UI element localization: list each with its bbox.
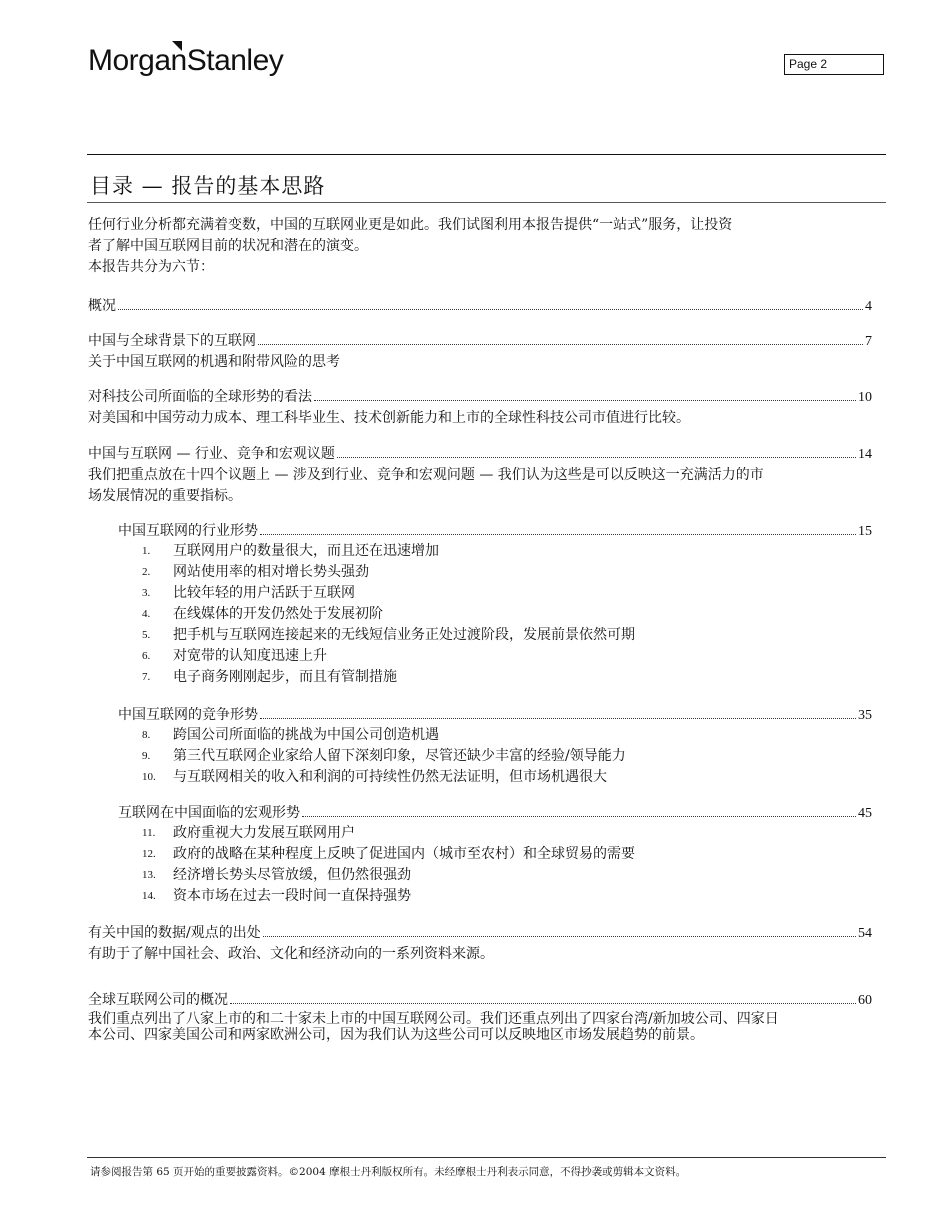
page-number-box: Page 2: [784, 54, 884, 75]
morgan-stanley-logo: MorganStanley: [88, 44, 284, 77]
list-item: 11. 政府重视大力发展互联网用户: [142, 825, 355, 841]
toc-entry-description: 有助于了解中国社会、政治、文化和经济动向的一系列资料来源。: [88, 946, 494, 962]
toc-subsection: [118, 521, 872, 542]
footer-divider: [87, 1157, 886, 1158]
page-title: 目录 — 报告的基本思路: [90, 174, 326, 198]
toc-page-number: 60: [858, 993, 872, 1008]
toc-page-number: 35: [858, 708, 872, 723]
toc-entry-title: 概况: [88, 298, 116, 314]
toc-entry[interactable]: [88, 296, 872, 317]
list-item: 6. 对宽带的认知度迅速上升: [142, 648, 327, 664]
toc-entry[interactable]: [88, 923, 872, 944]
dot-leader: [260, 534, 856, 535]
toc-entry-title: 有关中国的数据/观点的出处: [88, 925, 261, 941]
list-item: 13. 经济增长势头尽管放缓，但仍然很强劲: [142, 867, 411, 883]
dot-leader: [314, 400, 856, 401]
list-item: 5. 把手机与互联网连接起来的无线短信业务正处过渡阶段，发展前景依然可期: [142, 627, 635, 643]
toc-entry-title: 中国与全球背景下的互联网: [88, 333, 256, 349]
toc-page-number: 14: [858, 447, 872, 462]
list-item: 10. 与互联网相关的收入和利润的可持续性仍然无法证明，但市场机遇很大: [142, 769, 607, 785]
dot-leader: [260, 718, 856, 719]
toc-page-number: 7: [865, 334, 872, 349]
list-item: 14. 资本市场在过去一段时间一直保持强势: [142, 888, 411, 904]
toc-section: [88, 990, 872, 1043]
list-item: 3. 比较年轻的用户活跃于互联网: [142, 585, 355, 601]
toc-subentry-title: 互联网在中国面临的宏观形势: [118, 805, 300, 821]
toc-entry-description: 关于中国互联网的机遇和附带风险的思考: [88, 354, 340, 370]
toc-entry[interactable]: [88, 387, 872, 408]
logo-mark-icon: [172, 41, 182, 51]
list-item: 2. 网站使用率的相对增长势头强劲: [142, 564, 369, 580]
toc-entry[interactable]: [88, 990, 872, 1011]
toc-section: [88, 444, 872, 507]
toc-entry-description: 对美国和中国劳动力成本、理工科毕业生、技术创新能力和上市的全球性科技公司市值进行比较。: [88, 410, 690, 426]
toc-page-number: 45: [858, 806, 872, 821]
list-item: 8. 跨国公司所面临的挑战为中国公司创造机遇: [142, 727, 439, 743]
dot-leader: [302, 816, 856, 817]
toc-section: [88, 923, 872, 965]
toc-subentry[interactable]: [118, 521, 872, 542]
intro-line: 任何行业分析都充满着变数，中国的互联网业更是如此。我们试图利用本报告提供“一站式”服务，让投资: [88, 217, 733, 233]
intro-line: 者了解中国互联网目前的状况和潜在的演变。: [88, 238, 368, 254]
dot-leader: [263, 936, 856, 937]
numbered-list: [140, 725, 626, 788]
toc-entry-description: 我们重点列出了八家上市的和二十家未上市的中国互联网公司。我们还重点列出了四家台湾/新加坡公司、四家日: [88, 1011, 779, 1027]
toc-entry[interactable]: [88, 444, 872, 465]
numbered-list: [140, 823, 635, 907]
toc-entry-description: 场发展情况的重要指标。: [88, 488, 242, 504]
toc-subentry[interactable]: [118, 705, 872, 726]
list-item: 4. 在线媒体的开发仍然处于发展初阶: [142, 606, 383, 622]
toc-page-number: 15: [858, 524, 872, 539]
dot-leader: [230, 1003, 856, 1004]
list-item: 1. 互联网用户的数量很大，而且还在迅速增加: [142, 543, 439, 559]
toc-page-number: 4: [865, 299, 872, 314]
header-divider: [87, 154, 886, 155]
list-item: 9. 第三代互联网企业家给人留下深刻印象，尽管还缺少丰富的经验/领导能力: [142, 748, 626, 764]
toc-subsection: [118, 803, 872, 824]
title-divider: [87, 202, 886, 203]
dot-leader: [337, 457, 856, 458]
intro-line: 本报告共分为六节：: [88, 259, 214, 275]
intro-paragraph: [88, 215, 888, 278]
toc-entry-title: 对科技公司所面临的全球形势的看法: [88, 389, 312, 405]
toc-subsection: [118, 705, 872, 726]
toc-entry-description: 我们把重点放在十四个议题上 — 涉及到行业、竞争和宏观问题 — 我们认为这些是可以反映这一充满活力的市: [88, 467, 764, 483]
list-item: 7. 电子商务刚刚起步，而且有管制措施: [142, 669, 397, 685]
list-item: 12. 政府的战略在某种程度上反映了促进国内（城市至农村）和全球贸易的需要: [142, 846, 635, 862]
toc-subentry-title: 中国互联网的行业形势: [118, 523, 258, 539]
dot-leader: [258, 344, 863, 345]
toc-entry-description: 本公司、四家美国公司和两家欧洲公司，因为我们认为这些公司可以反映地区市场发展趋势的前景。: [88, 1027, 704, 1043]
toc-section: [88, 296, 872, 317]
toc-section: [88, 387, 872, 429]
toc-subentry-title: 中国互联网的竞争形势: [118, 707, 258, 723]
toc-entry-title: 中国与互联网 — 行业、竞争和宏观议题: [88, 446, 335, 462]
toc-entry-title: 全球互联网公司的概况: [88, 992, 228, 1008]
toc-page-number: 54: [858, 926, 872, 941]
toc-entry[interactable]: [88, 331, 872, 352]
toc-section: [88, 331, 872, 373]
dot-leader: [118, 309, 863, 310]
numbered-list: [140, 541, 635, 688]
toc-page-number: 10: [858, 390, 872, 405]
toc-subentry[interactable]: [118, 803, 872, 824]
footer-disclaimer: 请参阅报告第 65 页开始的重要披露资料。©2004 摩根士丹利版权所有。未经摩根士丹利表示同意，不得抄袭或剪辑本文资料。: [90, 1166, 687, 1178]
